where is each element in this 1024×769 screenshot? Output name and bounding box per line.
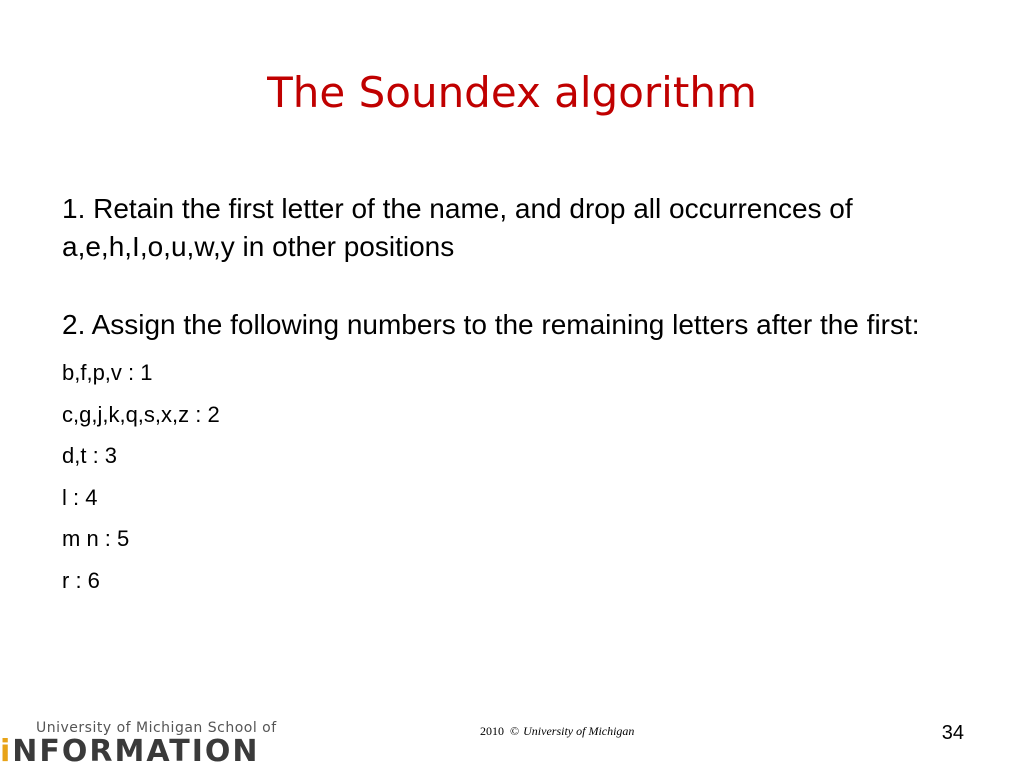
- slide-body: [62, 190, 962, 602]
- logo-wordmark-rest: NFORMATION: [12, 734, 260, 769]
- mapping-item: c,g,j,k,q,s,x,z : 2: [62, 401, 220, 427]
- step-2-text: 2. Assign the following numbers to the remaining letters after the first:: [62, 309, 920, 340]
- copyright-holder: University of Michigan: [523, 724, 635, 738]
- mapping-item: l : 4: [62, 484, 98, 510]
- school-logo: [0, 720, 280, 768]
- slide-number: 34: [941, 722, 964, 744]
- step-1-text: 1. Retain the first letter of the name, and drop all occurrences of a,e,h,I,o,u,w,y in other positions: [62, 193, 853, 262]
- copyright-symbol: ©: [510, 724, 520, 738]
- letter-mapping-list: [62, 352, 962, 602]
- copyright-notice: [480, 724, 634, 739]
- logo-lead-letter: i: [0, 734, 13, 769]
- copyright-year: 2010: [480, 724, 504, 738]
- mapping-item: d,t : 3: [62, 443, 118, 469]
- logo-wordmark: [0, 734, 259, 769]
- mapping-item: r : 6: [62, 567, 100, 593]
- mapping-item: m n : 5: [62, 526, 130, 552]
- logo-school-name: University of Michigan School of: [36, 720, 277, 736]
- slide-title: The Soundex algorithm: [267, 68, 757, 117]
- mapping-item: b,f,p,v : 1: [62, 360, 153, 385]
